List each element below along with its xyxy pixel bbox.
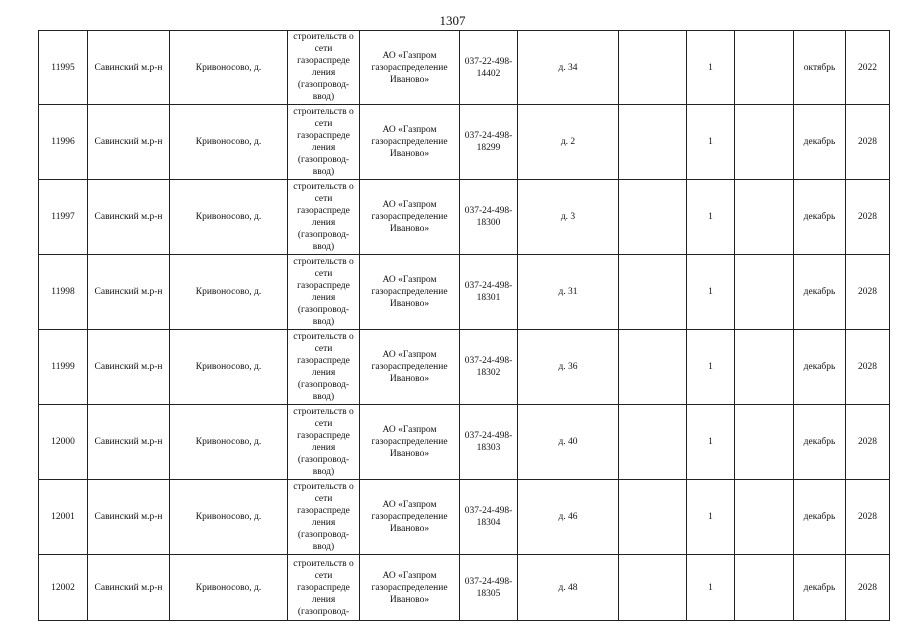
- work-type-text: строительств о сети газораспреде ления (газопровод-ввод): [293, 32, 354, 102]
- empty-cell: [619, 405, 687, 480]
- table-row: [39, 31, 890, 105]
- code-cell: 037-24-498-18299: [460, 105, 518, 180]
- locality-cell: Кривоносово, д.: [170, 555, 288, 621]
- month-cell: декабрь: [794, 480, 846, 555]
- address-cell: д. 31: [518, 255, 619, 330]
- table-row: [39, 480, 890, 555]
- district-cell: Савинский м.р-н: [88, 405, 170, 480]
- empty-cell: [735, 555, 794, 621]
- empty-cell: [735, 180, 794, 255]
- empty-cell: [735, 405, 794, 480]
- organization-cell: АО «Газпром газораспределение Иваново»: [360, 480, 460, 555]
- address-cell: д. 36: [518, 330, 619, 405]
- table-row: [39, 105, 890, 180]
- year-cell: 2028: [846, 405, 890, 480]
- quantity-cell: 1: [687, 180, 735, 255]
- row-number: 11999: [39, 330, 88, 405]
- organization-cell: АО «Газпром газораспределение Иваново»: [360, 105, 460, 180]
- month-cell: декабрь: [794, 405, 846, 480]
- quantity-cell: 1: [687, 105, 735, 180]
- district-cell: Савинский м.р-н: [88, 180, 170, 255]
- year-cell: 2028: [846, 330, 890, 405]
- table-row: [39, 405, 890, 480]
- locality-cell: Кривоносово, д.: [170, 105, 288, 180]
- work-type-text: строительств о сети газораспреде ления (газопровод-ввод): [293, 182, 354, 252]
- work-type-cell: [288, 405, 360, 480]
- organization-cell: АО «Газпром газораспределение Иваново»: [360, 31, 460, 105]
- organization-cell: АО «Газпром газораспределение Иваново»: [360, 555, 460, 621]
- address-cell: д. 46: [518, 480, 619, 555]
- work-type-text: строительств о сети газораспреде ления (газопровод-ввод): [293, 332, 354, 402]
- organization-cell: АО «Газпром газораспределение Иваново»: [360, 330, 460, 405]
- district-cell: Савинский м.р-н: [88, 31, 170, 105]
- work-type-cell: [288, 255, 360, 330]
- quantity-cell: 1: [687, 255, 735, 330]
- quantity-cell: 1: [687, 330, 735, 405]
- organization-cell: АО «Газпром газораспределение Иваново»: [360, 255, 460, 330]
- address-cell: д. 40: [518, 405, 619, 480]
- row-number: 11996: [39, 105, 88, 180]
- row-number: 11997: [39, 180, 88, 255]
- year-cell: 2022: [846, 31, 890, 105]
- month-cell: декабрь: [794, 180, 846, 255]
- organization-cell: АО «Газпром газораспределение Иваново»: [360, 180, 460, 255]
- work-type-text: строительств о сети газораспреде ления (газопровод-ввод): [293, 107, 354, 177]
- address-cell: д. 3: [518, 180, 619, 255]
- table-body: [39, 31, 890, 621]
- work-type-text: строительств о сети газораспреде ления (газопровод-ввод): [293, 257, 354, 327]
- year-cell: 2028: [846, 105, 890, 180]
- work-type-cell: [288, 31, 360, 105]
- address-cell: д. 48: [518, 555, 619, 621]
- year-cell: 2028: [846, 480, 890, 555]
- row-number: 12000: [39, 405, 88, 480]
- work-type-cell: [288, 105, 360, 180]
- register-table: [38, 30, 890, 621]
- month-cell: октябрь: [794, 31, 846, 105]
- empty-cell: [735, 105, 794, 180]
- quantity-cell: 1: [687, 405, 735, 480]
- row-number: 11998: [39, 255, 88, 330]
- empty-cell: [619, 255, 687, 330]
- address-cell: д. 2: [518, 105, 619, 180]
- code-cell: 037-24-498-18300: [460, 180, 518, 255]
- page-number: 1307: [439, 13, 466, 28]
- locality-cell: Кривоносово, д.: [170, 405, 288, 480]
- quantity-cell: 1: [687, 480, 735, 555]
- work-type-cell: [288, 180, 360, 255]
- work-type-text: строительств о сети газораспреде ления (газопровод-: [293, 558, 354, 617]
- empty-cell: [619, 105, 687, 180]
- code-cell: 037-24-498-18305: [460, 555, 518, 621]
- month-cell: декабрь: [794, 330, 846, 405]
- empty-cell: [735, 31, 794, 105]
- district-cell: Савинский м.р-н: [88, 105, 170, 180]
- locality-cell: Кривоносово, д.: [170, 31, 288, 105]
- quantity-cell: 1: [687, 555, 735, 621]
- locality-cell: Кривоносово, д.: [170, 255, 288, 330]
- row-number: 12001: [39, 480, 88, 555]
- work-type-text: строительств о сети газораспреде ления (газопровод-ввод): [293, 407, 354, 477]
- organization-cell: АО «Газпром газораспределение Иваново»: [360, 405, 460, 480]
- code-cell: 037-24-498-18301: [460, 255, 518, 330]
- row-number: 11995: [39, 31, 88, 105]
- work-type-cell: [288, 480, 360, 555]
- month-cell: декабрь: [794, 105, 846, 180]
- code-cell: 037-24-498-18303: [460, 405, 518, 480]
- year-cell: 2028: [846, 255, 890, 330]
- empty-cell: [619, 555, 687, 621]
- work-type-cell: [288, 555, 360, 621]
- locality-cell: Кривоносово, д.: [170, 330, 288, 405]
- district-cell: Савинский м.р-н: [88, 480, 170, 555]
- code-cell: 037-24-498-18302: [460, 330, 518, 405]
- address-cell: д. 34: [518, 31, 619, 105]
- year-cell: 2028: [846, 180, 890, 255]
- locality-cell: Кривоносово, д.: [170, 180, 288, 255]
- empty-cell: [735, 330, 794, 405]
- empty-cell: [619, 180, 687, 255]
- month-cell: декабрь: [794, 255, 846, 330]
- table-row: [39, 255, 890, 330]
- empty-cell: [735, 255, 794, 330]
- table-row: [39, 180, 890, 255]
- empty-cell: [619, 480, 687, 555]
- district-cell: Савинский м.р-н: [88, 555, 170, 621]
- empty-cell: [619, 31, 687, 105]
- quantity-cell: 1: [687, 31, 735, 105]
- row-number: 12002: [39, 555, 88, 621]
- work-type-cell: [288, 330, 360, 405]
- code-cell: 037-22-498-14402: [460, 31, 518, 105]
- code-cell: 037-24-498-18304: [460, 480, 518, 555]
- empty-cell: [735, 480, 794, 555]
- table-row: [39, 555, 890, 621]
- district-cell: Савинский м.р-н: [88, 330, 170, 405]
- table-row: [39, 330, 890, 405]
- year-cell: 2028: [846, 555, 890, 621]
- district-cell: Савинский м.р-н: [88, 255, 170, 330]
- empty-cell: [619, 330, 687, 405]
- month-cell: декабрь: [794, 555, 846, 621]
- locality-cell: Кривоносово, д.: [170, 480, 288, 555]
- work-type-text: строительств о сети газораспреде ления (газопровод-ввод): [293, 482, 354, 552]
